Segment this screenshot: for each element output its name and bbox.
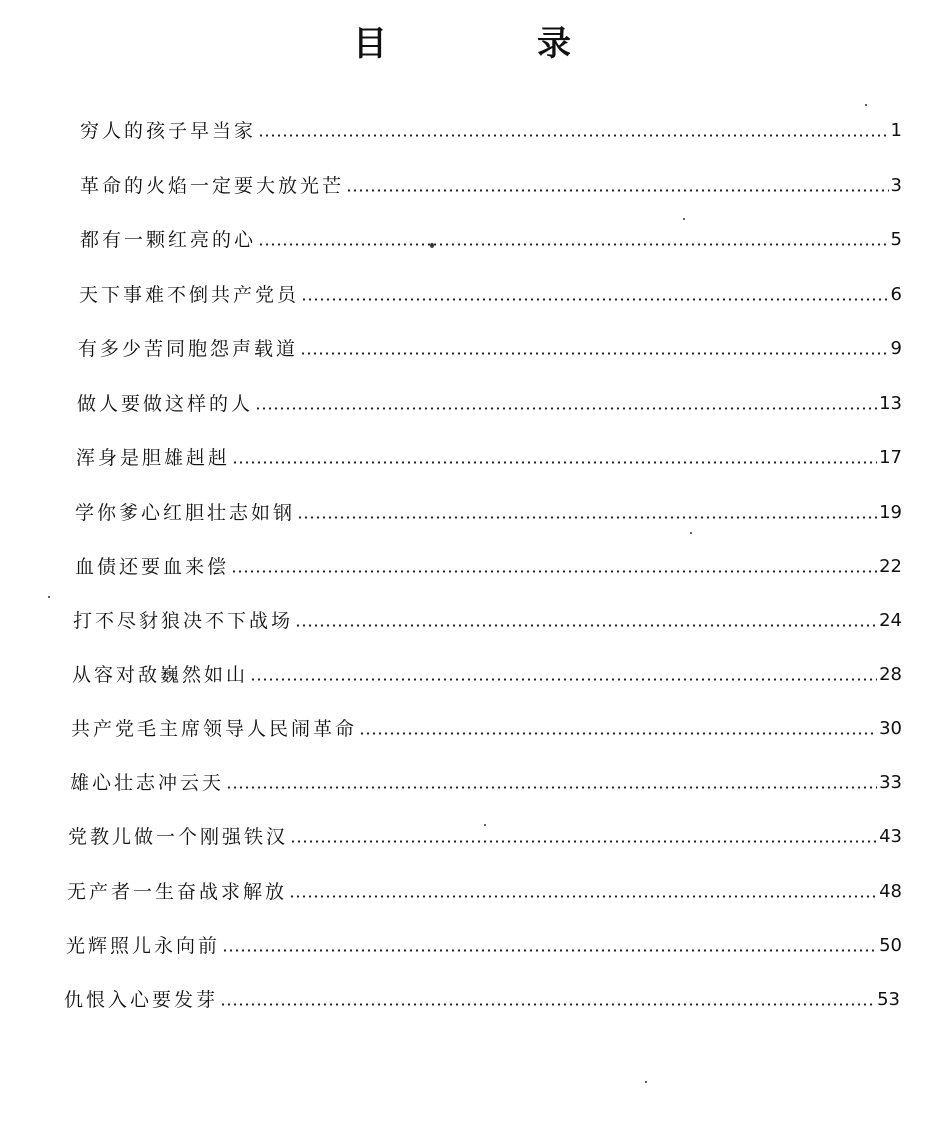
toc-entry-page: 9 <box>890 338 902 359</box>
toc-entry <box>76 443 902 473</box>
toc-entry-page: 6 <box>890 284 902 305</box>
toc-entry <box>68 822 902 852</box>
toc-entry <box>70 768 902 798</box>
toc-entry-title: 共产党毛主席领导人民闹革命 <box>71 718 358 740</box>
dot-leader <box>220 1003 875 1006</box>
scan-speck <box>683 218 685 220</box>
dot-leader <box>258 243 889 246</box>
toc-entry-page: 22 <box>879 556 902 577</box>
toc-entry-title: 学你爹心红胆壮志如钢 <box>75 502 296 524</box>
toc-entry <box>78 334 902 364</box>
toc-entry-page: 33 <box>879 772 902 793</box>
toc-entry-title: 从容对敌巍然如山 <box>72 664 249 686</box>
toc-entry <box>75 552 902 582</box>
dot-leader <box>232 461 877 464</box>
dot-leader <box>300 352 889 355</box>
toc-entry-title: 党教儿做一个刚强铁汉 <box>68 826 289 848</box>
dot-leader <box>255 407 877 410</box>
toc-entry <box>67 877 902 907</box>
toc-entry-page: 28 <box>879 664 902 685</box>
dot-leader <box>301 298 889 301</box>
page-title: 目 录 <box>353 24 629 64</box>
dot-leader <box>289 895 877 898</box>
dot-leader <box>290 840 877 843</box>
toc-entry-title: 有多少苦同胞怨声载道 <box>78 338 299 360</box>
toc-entry-title: 无产者一生奋战求解放 <box>67 881 288 903</box>
toc-entry-page: 30 <box>879 718 902 739</box>
toc-entry <box>66 931 902 961</box>
scan-speck <box>430 243 434 248</box>
dot-leader <box>258 134 889 137</box>
dot-leader <box>226 786 877 789</box>
dot-leader <box>297 516 877 519</box>
toc-entry-page: 17 <box>879 447 902 468</box>
toc-entry-page: 3 <box>890 175 902 196</box>
toc-entry-title: 革命的火焰一定要大放光芒 <box>80 175 345 197</box>
toc-entry-page: 48 <box>879 881 902 902</box>
dot-leader <box>222 949 877 952</box>
toc-entry <box>80 225 902 255</box>
dot-leader <box>359 732 877 735</box>
scan-speck <box>690 532 692 534</box>
toc-entry-title: 都有一颗红亮的心 <box>80 229 257 251</box>
dot-leader <box>231 570 877 573</box>
toc-entry-page: 5 <box>890 229 902 250</box>
toc-entry-page: 1 <box>890 120 902 141</box>
toc-entry-page: 13 <box>879 393 902 414</box>
toc-entry-title: 天下事难不倒共产党员 <box>79 284 300 306</box>
toc-entry-page: 50 <box>879 935 902 956</box>
toc-entry-page: 43 <box>879 826 902 847</box>
toc-entry-page: 24 <box>879 610 902 631</box>
toc-entry-title: 做人要做这样的人 <box>77 393 254 415</box>
toc-entry-page: 19 <box>879 502 902 523</box>
toc-entry-title: 穷人的孩子早当家 <box>80 120 257 142</box>
toc-entry-title: 雄心壮志冲云天 <box>70 772 225 794</box>
scan-speck <box>865 104 867 106</box>
scan-speck <box>645 1081 647 1083</box>
toc-entry <box>80 171 902 201</box>
toc-entry-title: 打不尽豺狼决不下战场 <box>73 610 294 632</box>
toc-entry <box>75 498 902 528</box>
dot-leader <box>346 189 889 192</box>
toc-entry <box>77 389 902 419</box>
toc-entry <box>80 116 902 146</box>
toc-entry <box>72 660 902 690</box>
toc-entry-title: 仇恨入心要发芽 <box>64 989 219 1011</box>
scan-speck <box>484 824 486 826</box>
toc-entry <box>64 985 900 1015</box>
toc-entry-page: 53 <box>877 989 900 1010</box>
dot-leader <box>295 624 877 627</box>
scan-speck <box>48 596 50 598</box>
toc-entry-title: 血债还要血来偿 <box>75 556 230 578</box>
toc-entry-title: 浑身是胆雄赳赳 <box>76 447 231 469</box>
toc-entry <box>79 280 902 310</box>
toc-entry <box>73 606 902 636</box>
dot-leader <box>250 678 877 681</box>
toc-entry <box>71 714 902 744</box>
toc-entry-title: 光辉照儿永向前 <box>66 935 221 957</box>
